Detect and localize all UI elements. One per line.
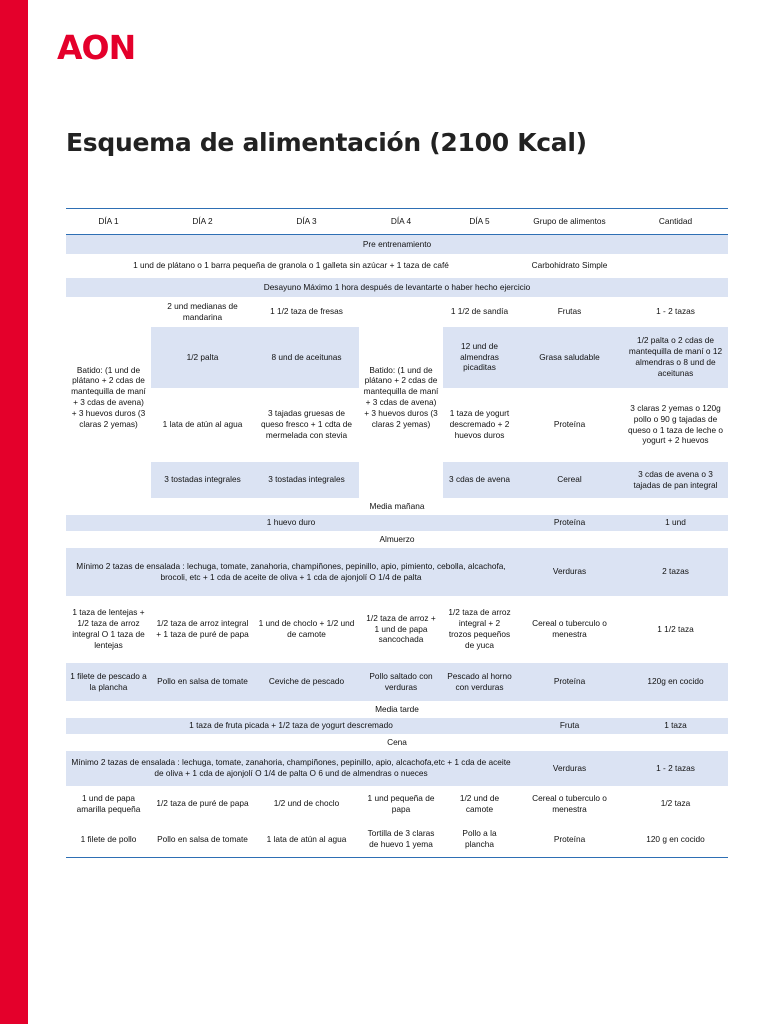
header-dia-1: DÍA 1 bbox=[66, 209, 151, 235]
lunch-protein-group: Proteína bbox=[516, 663, 623, 701]
lunch-protein-d5: Pescado al horno con verduras bbox=[443, 663, 516, 701]
aon-logo: AON bbox=[57, 28, 136, 67]
lunch-salad-qty: 2 tazas bbox=[623, 548, 728, 596]
breakfast-fruit-group: Frutas bbox=[516, 297, 623, 327]
dinner-carbs-qty: 1/2 taza bbox=[660, 798, 691, 809]
page-title: Esquema de alimentación (2100 Kcal) bbox=[66, 128, 587, 157]
header-grupo: Grupo de alimentos bbox=[516, 209, 623, 235]
breakfast-cereal-qty: 3 cdas de avena o 3 tajadas de pan integral bbox=[623, 462, 728, 498]
lunch-carbs-d5: 1/2 taza de arroz integral + 2 trozos pequeños de yuca bbox=[448, 607, 511, 650]
breakfast-d4: Batido: (1 und de plátano + 2 cdas de mantequilla de maní + 3 cdas de avena) + 3 huevos duros (3 claras 2 yemas) bbox=[359, 297, 443, 498]
section-cena: Cena bbox=[387, 736, 407, 747]
dinner-salad-text: Mínimo 2 tazas de ensalada : lechuga, tomate, zanahoria, champiñones, pepinillo, apio, alcachofa,etc + 1 cda de aceite de oliva + 1 cda de ajonjolí O 1/4 de palta O 6 und de almendras o nueces bbox=[66, 751, 516, 786]
breakfast-fruit-d5: 1 1/2 de sandía bbox=[443, 297, 516, 327]
section-row bbox=[66, 498, 728, 515]
dinner-salad-qty: 1 - 2 tazas bbox=[623, 751, 728, 786]
section-row bbox=[66, 531, 728, 548]
dinner-carbs-d3: 1/2 und de choclo bbox=[273, 798, 340, 809]
lunch-salad-text: Mínimo 2 tazas de ensalada : lechuga, tomate, zanahoria, champiñones, pepinillo, apio, pimiento, cebolla, alcachofa, brocoli, etc + 1 cda de aceite de oliva + 1 cda de ajonjolí O 1/4 de palta bbox=[66, 548, 516, 596]
breakfast-protein-d3: 3 tajadas gruesas de queso fresco + 1 cdta de mermelada con stevia bbox=[254, 388, 359, 462]
breakfast-fat-qty: 1/2 palta o 2 cdas de mantequilla de maní o 12 almendras o 8 und de aceitunas bbox=[623, 327, 728, 388]
lunch-protein-d1: 1 filete de pescado a la plancha bbox=[66, 663, 151, 701]
lunch-carbs-qty: 1 1/2 taza bbox=[657, 623, 694, 634]
table-row bbox=[66, 822, 728, 858]
pre-qty bbox=[623, 254, 728, 278]
lunch-carbs-d1: 1 taza de lentejas + 1/2 taza de arroz integral O 1 taza de lentejas bbox=[72, 607, 145, 650]
header-dia-3: DÍA 3 bbox=[254, 209, 359, 235]
dinner-carbs-group: Cereal o tuberculo o menestra bbox=[532, 792, 607, 814]
lunch-carbs-d2: 1/2 taza de arroz integral + 1 taza de puré de papa bbox=[156, 618, 249, 639]
afternoon-text: 1 taza de fruta picada + 1/2 taza de yogurt descremado bbox=[66, 718, 516, 734]
table-row bbox=[66, 786, 728, 822]
breakfast-fat-d2: 1/2 palta bbox=[151, 327, 254, 388]
header-dia-2: DÍA 2 bbox=[151, 209, 254, 235]
table-row bbox=[66, 751, 728, 786]
section-desayuno: Desayuno Máximo 1 hora después de levantarte o haber hecho ejercicio bbox=[66, 278, 728, 297]
section-media-manana: Media mañana bbox=[369, 500, 425, 511]
lunch-protein-d3: Ceviche de pescado bbox=[254, 663, 359, 701]
afternoon-group: Fruta bbox=[516, 718, 623, 734]
breakfast-protein-d5: 1 taza de yogurt descremado + 2 huevos duros bbox=[443, 388, 516, 462]
lunch-protein-qty: 120g en cocido bbox=[623, 663, 728, 701]
table-row bbox=[66, 663, 728, 701]
table-row bbox=[66, 548, 728, 596]
table-row bbox=[66, 297, 728, 327]
breakfast-cereal-group: Cereal bbox=[516, 462, 623, 498]
section-media-tarde: Media tarde bbox=[375, 703, 419, 714]
section-almuerzo: Almuerzo bbox=[379, 533, 415, 544]
header-dia-4: DÍA 4 bbox=[359, 209, 443, 235]
dinner-carbs-d1: 1 und de papa amarilla pequeña bbox=[76, 792, 141, 814]
dinner-protein-d4: Tortilla de 3 claras de huevo 1 yema bbox=[359, 822, 443, 858]
midmorning-text: 1 huevo duro bbox=[66, 515, 516, 531]
dinner-carbs-d2: 1/2 taza de puré de papa bbox=[156, 798, 249, 809]
dinner-protein-d5: Pollo a la plancha bbox=[443, 822, 516, 858]
midmorning-qty: 1 und bbox=[623, 515, 728, 531]
pre-group: Carbohidrato Simple bbox=[531, 260, 608, 271]
dinner-protein-d1: 1 filete de pollo bbox=[66, 822, 151, 858]
dinner-protein-qty: 120 g en cocido bbox=[623, 822, 728, 858]
lunch-carbs-d4: 1/2 taza de arroz + 1 und de papa sancochada bbox=[366, 612, 436, 645]
afternoon-qty: 1 taza bbox=[623, 718, 728, 734]
table-row bbox=[66, 718, 728, 734]
section-row bbox=[66, 701, 728, 718]
section-row bbox=[66, 278, 728, 297]
breakfast-fat-d3: 8 und de aceitunas bbox=[254, 327, 359, 388]
dinner-carbs-d5: 1/2 und de camote bbox=[459, 792, 500, 814]
breakfast-protein-d2: 1 lata de atún al agua bbox=[151, 388, 254, 462]
lunch-salad-group: Verduras bbox=[516, 548, 623, 596]
table-row bbox=[66, 515, 728, 531]
table-row bbox=[66, 596, 728, 663]
dinner-protein-d3: 1 lata de atún al agua bbox=[254, 822, 359, 858]
lunch-carbs-d3: 1 und de choclo + 1/2 und de camote bbox=[258, 618, 355, 639]
pre-text: 1 und de plátano o 1 barra pequeña de granola o 1 galleta sin azúcar + 1 taza de café bbox=[133, 260, 449, 271]
breakfast-fruit-qty: 1 - 2 tazas bbox=[623, 297, 728, 327]
dinner-salad-group: Verduras bbox=[516, 751, 623, 786]
breakfast-cereal-d3: 3 tostadas integrales bbox=[254, 462, 359, 498]
breakfast-cereal-d5: 3 cdas de avena bbox=[443, 462, 516, 498]
dinner-protein-group: Proteína bbox=[516, 822, 623, 858]
meal-plan-table bbox=[66, 208, 728, 858]
section-row bbox=[66, 235, 728, 254]
breakfast-fruit-d2: 2 und medianas de mandarina bbox=[151, 297, 254, 327]
midmorning-group: Proteína bbox=[516, 515, 623, 531]
lunch-protein-d4: Pollo saltado con verduras bbox=[359, 663, 443, 701]
brand-side-bar bbox=[0, 0, 28, 1024]
breakfast-d1: Batido: (1 und de plátano + 2 cdas de mantequilla de maní + 3 cdas de avena) + 3 huevos duros (3 claras 2 yemas) bbox=[66, 297, 151, 498]
table-row bbox=[66, 254, 728, 278]
header-cantidad: Cantidad bbox=[623, 209, 728, 235]
section-row bbox=[66, 734, 728, 751]
section-pre-entrenamiento: Pre entrenamiento bbox=[66, 235, 728, 254]
breakfast-cereal-d2: 3 tostadas integrales bbox=[151, 462, 254, 498]
table-header-row bbox=[66, 209, 728, 235]
breakfast-protein-qty: 3 claras 2 yemas o 120g pollo o 90 g tajadas de queso o 1 taza de leche o yogurt + 2 huevos bbox=[623, 388, 728, 462]
breakfast-protein-group: Proteína bbox=[516, 388, 623, 462]
dinner-protein-d2: Pollo en salsa de tomate bbox=[151, 822, 254, 858]
breakfast-fat-group: Grasa saludable bbox=[516, 327, 623, 388]
breakfast-fat-d5: 12 und de almendras picaditas bbox=[443, 327, 516, 388]
header-dia-5: DÍA 5 bbox=[443, 209, 516, 235]
dinner-carbs-d4: 1 und pequeña de papa bbox=[367, 792, 435, 814]
lunch-carbs-group: Cereal o tuberculo o menestra bbox=[532, 618, 607, 639]
breakfast-fruit-d3: 1 1/2 taza de fresas bbox=[254, 297, 359, 327]
lunch-protein-d2: Pollo en salsa de tomate bbox=[151, 663, 254, 701]
